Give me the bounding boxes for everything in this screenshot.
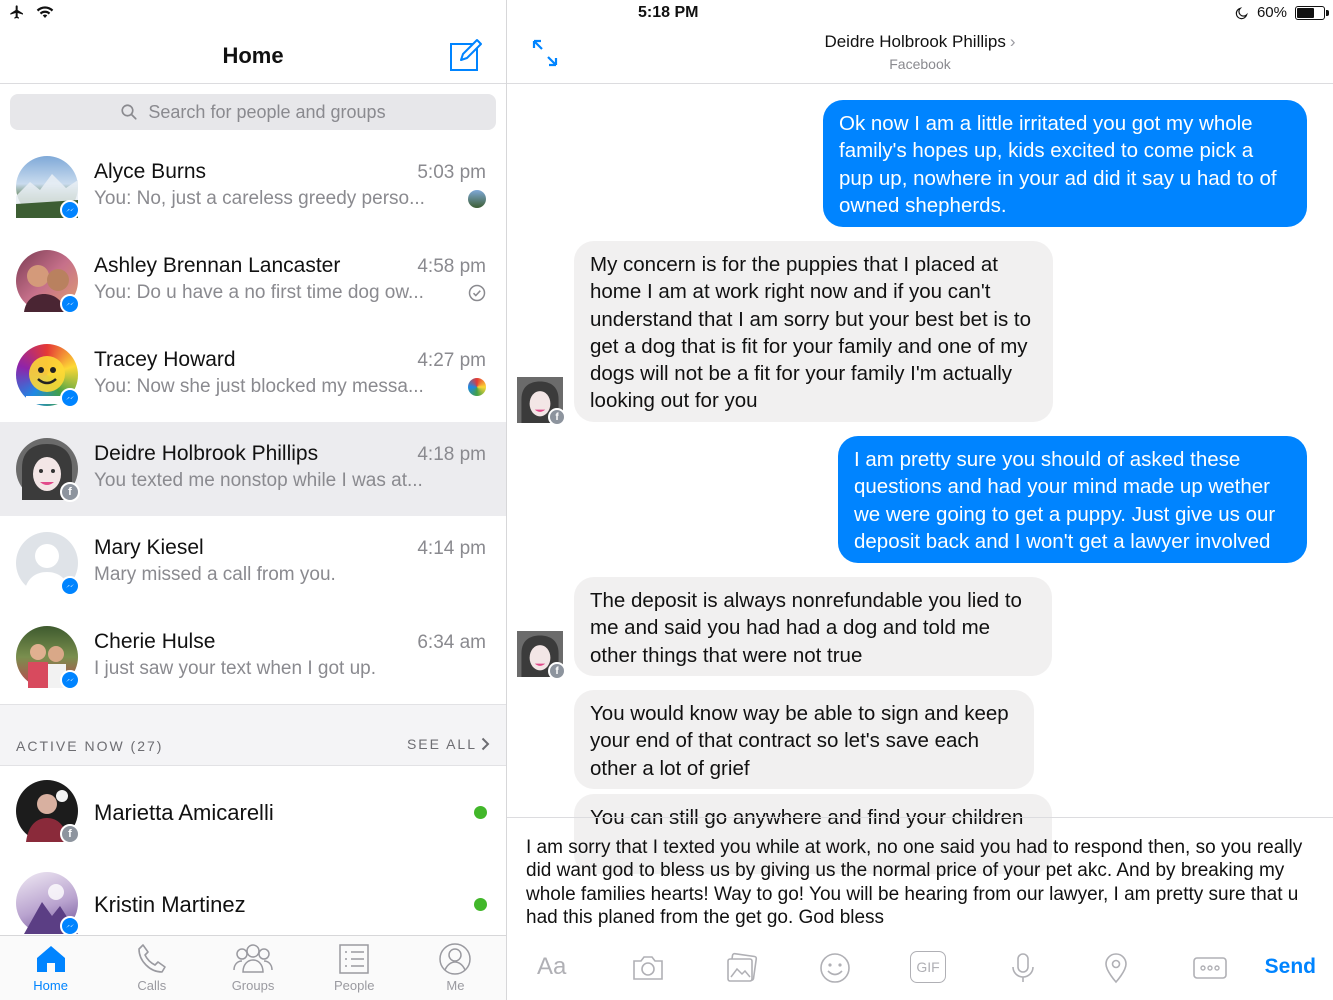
- battery-percent: 60%: [1256, 4, 1287, 21]
- chevron-right-icon: [481, 737, 490, 751]
- status-bar: [0, 0, 1333, 28]
- conversation-name: Ashley Brennan Lancaster: [94, 254, 341, 277]
- message-incoming[interactable]: You can still go anywhere and find your children: [574, 794, 1052, 874]
- conversation-time: 6:34 am: [417, 632, 486, 653]
- tab-calls[interactable]: [101, 936, 202, 1000]
- facebook-badge-icon: f: [548, 662, 566, 680]
- tab-me[interactable]: [405, 936, 506, 1000]
- conversation-name: Alyce Burns: [94, 160, 207, 183]
- camera-icon[interactable]: [631, 951, 665, 985]
- chevron-right-icon: ›: [1009, 32, 1016, 51]
- chat-title[interactable]: [507, 32, 1333, 52]
- conversation-mary-kiesel[interactable]: [0, 516, 506, 610]
- chat-panel: [507, 0, 1333, 1000]
- people-list-icon: [337, 942, 371, 976]
- facebook-badge-icon: f: [60, 482, 80, 502]
- conversation-alyce-burns[interactable]: [0, 140, 506, 234]
- facebook-badge-icon: f: [548, 408, 566, 426]
- conversation-time: 4:58 pm: [417, 256, 486, 277]
- conversation-list-panel: [0, 0, 507, 1000]
- conversation-deidre-holbrook-phillips[interactable]: [0, 422, 506, 516]
- online-indicator: [474, 806, 487, 819]
- profile-icon: [438, 942, 472, 976]
- conversation-tracey-howard[interactable]: [0, 328, 506, 422]
- phone-icon: [135, 942, 169, 976]
- message-list[interactable]: [507, 84, 1333, 829]
- message-outgoing[interactable]: Ok now I am a little irritated you got my whole family's hopes up, kids excited to come pick a pup up, nowhere in your ad did it say u had to of owned shepherds.: [823, 100, 1307, 227]
- active-person-name: Kristin Martinez: [94, 892, 246, 917]
- conversation-cherie-hulse[interactable]: [0, 610, 506, 704]
- conversation-time: 4:14 pm: [417, 538, 486, 559]
- active-now-label: ACTIVE NOW (27): [16, 738, 164, 754]
- tab-people[interactable]: [304, 936, 405, 1000]
- groups-icon: [231, 942, 275, 976]
- microphone-icon[interactable]: [1006, 951, 1040, 985]
- tab-label: Home: [33, 978, 68, 993]
- gif-button[interactable]: [910, 951, 946, 983]
- more-options-icon[interactable]: [1192, 951, 1228, 985]
- compose-icon[interactable]: [449, 38, 483, 72]
- message-incoming[interactable]: You would know way be able to sign and keep your end of that contract so let's save each other a lot of grief: [574, 690, 1034, 789]
- chat-title-text: Deidre Holbrook Phillips: [824, 32, 1006, 51]
- location-icon[interactable]: [1099, 951, 1133, 985]
- messenger-badge-icon: [60, 200, 80, 220]
- message-incoming[interactable]: The deposit is always nonrefundable you lied to me and said you had had a dog and told me other things that were not true: [574, 577, 1052, 676]
- conversation-ashley-brennan-lancaster[interactable]: [0, 234, 506, 328]
- conversation-preview: You texted me nonstop while I was at...: [94, 470, 423, 491]
- tab-label: Me: [446, 978, 465, 993]
- tab-groups[interactable]: [202, 936, 303, 1000]
- conversation-time: 4:27 pm: [417, 350, 486, 371]
- messenger-badge-icon: [60, 670, 80, 690]
- conversation-preview: You: No, just a careless greedy perso...: [94, 188, 425, 209]
- battery-icon: [1295, 6, 1325, 20]
- seen-avatar-icon: [468, 190, 486, 208]
- sent-check-icon: [468, 284, 486, 302]
- messenger-badge-icon: [60, 388, 80, 408]
- message-incoming[interactable]: My concern is for the puppies that I placed at home I am at work right now and if you can't understand that I am sorry but your best bet is to get a dog that is fit for your family and one of my dogs will not be a fit for your family I'm actually looking out for you: [574, 241, 1053, 422]
- conversation-name: Cherie Hulse: [94, 630, 216, 653]
- conversation-name: Mary Kiesel: [94, 536, 204, 559]
- active-now-header: [0, 704, 506, 766]
- message-input[interactable]: I am sorry that I texted you while at work, no one said you had to respond then, so you really did want god to bless us by giving us the normal price of your pet akc. And by breaking my whole families hearts! Way to go! You will be hearing from our lawyer, I am pretty sure that u had this planed from the get go. God bless: [507, 817, 1333, 935]
- search-input[interactable]: [10, 94, 496, 130]
- conversation-time: 4:18 pm: [417, 444, 486, 465]
- search-icon: [120, 103, 138, 121]
- chat-subtitle: Facebook: [889, 56, 951, 72]
- status-time: 5:18 PM: [638, 4, 699, 21]
- tab-label: Groups: [231, 978, 275, 993]
- tab-home[interactable]: [0, 936, 101, 1000]
- gif-label: GIF: [916, 959, 940, 975]
- page-title: Home: [222, 43, 284, 68]
- composer-toolbar: [507, 935, 1333, 1000]
- home-icon: [34, 942, 68, 976]
- conversation-name: Tracey Howard: [94, 348, 236, 371]
- photo-icon[interactable]: [725, 951, 759, 985]
- conversation-time: 5:03 pm: [417, 162, 486, 183]
- messenger-badge-icon: [60, 576, 80, 596]
- emoji-icon[interactable]: [818, 951, 852, 985]
- wifi-icon: [36, 5, 54, 19]
- moon-icon: [1235, 6, 1249, 20]
- send-button[interactable]: Send: [1264, 955, 1316, 978]
- facebook-badge-icon: f: [60, 824, 80, 844]
- status-right: [1235, 4, 1325, 21]
- active-person-name: Marietta Amicarelli: [94, 800, 274, 825]
- active-person-marietta-amicarelli[interactable]: [0, 766, 506, 858]
- messenger-badge-icon: [60, 916, 80, 936]
- conversation-preview: I just saw your text when I got up.: [94, 658, 376, 679]
- tab-label: Calls: [137, 978, 167, 993]
- see-all-label: SEE ALL: [406, 736, 477, 752]
- conversation-preview: You: Now she just blocked my messa...: [94, 376, 424, 397]
- conversation-preview: Mary missed a call from you.: [94, 564, 336, 585]
- tab-bar: [0, 935, 506, 1000]
- see-all-button[interactable]: [407, 736, 490, 752]
- airplane-icon: [8, 4, 26, 20]
- conversation-name: Deidre Holbrook Phillips: [94, 442, 319, 465]
- conversation-preview: You: Do u have a no first time dog ow...: [94, 282, 424, 303]
- search-placeholder: Search for people and groups: [148, 101, 386, 122]
- seen-avatar-icon: [468, 378, 486, 396]
- tab-label: People: [333, 978, 375, 993]
- message-outgoing[interactable]: I am pretty sure you should of asked these questions and had your mind made up wether we were going to get a puppy. Just give us our deposit back and I won't get a lawyer involved: [838, 436, 1307, 563]
- messenger-badge-icon: [60, 294, 80, 314]
- text-style-button[interactable]: Aa: [537, 953, 567, 980]
- online-indicator: [474, 898, 487, 911]
- status-left: [8, 4, 54, 20]
